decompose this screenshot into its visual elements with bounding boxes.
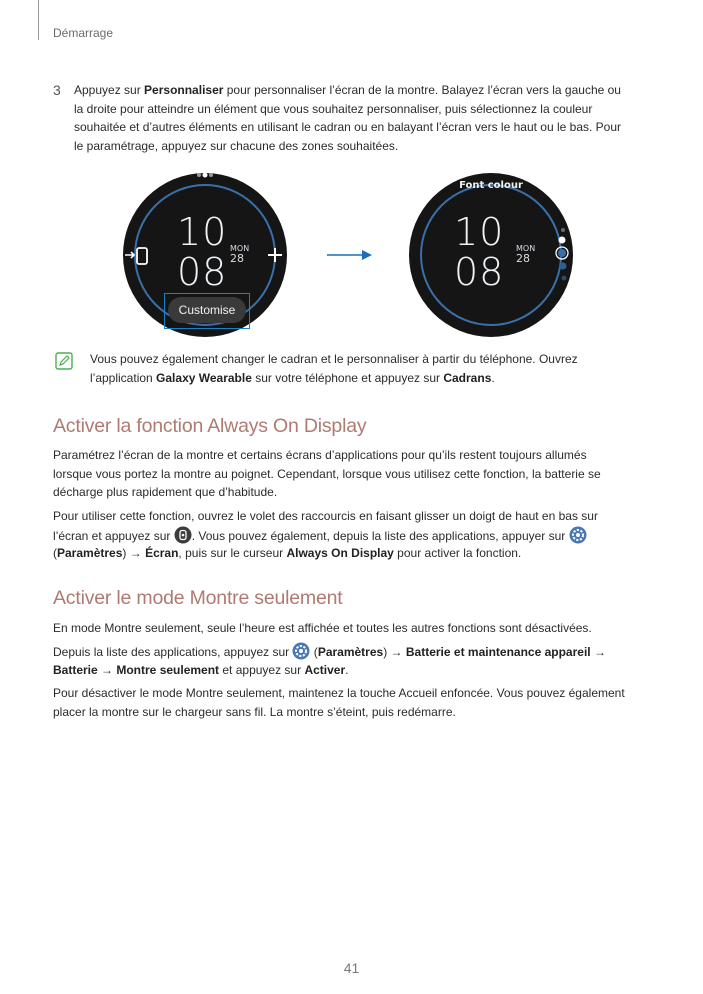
arrow-right-icon	[326, 248, 376, 262]
step3-line-1: Appuyez sur Personnaliser pour personnaliser l’écran de la montre. Balayez l’écran vers la gauche ou	[74, 83, 621, 97]
aod-para1-line2: lorsque vous portez la montre au poignet. Cependant, lorsque vous utilisez cette fonction, la batterie se	[53, 466, 601, 481]
aod-quick-toggle-icon	[174, 526, 192, 544]
aod-heading: Activer la fonction Always On Display	[53, 415, 367, 437]
note-line-1: Vous pouvez également changer le cadran et le personnaliser à partir du téléphone. Ouvrez	[90, 352, 578, 366]
step3-line-3: souhaitée et d’autres éléments en utilisant le cadran ou en balayant l’écran vers le haut ou le bas. Pour	[74, 120, 622, 134]
watch-only-para3-line2: placer la montre sur le chargeur sans fil. La montre s’éteint, puis redémarre.	[53, 704, 456, 719]
left-hour: 10	[177, 210, 228, 254]
step-number: 3	[53, 82, 61, 98]
aod-para1-line1: Paramétrez l’écran de la montre et certains écrans d’applications pour qu’ils restent toujours allumés	[53, 448, 587, 462]
watch-only-para2-line1: Depuis la liste des applications, appuyez sur (Paramètres) → Batterie et maintenance appareil →	[53, 642, 606, 662]
right-day: MON	[516, 244, 536, 253]
settings-gear-icon	[569, 526, 587, 544]
page-number: 41	[343, 960, 360, 976]
note-line-2: l’application Galaxy Wearable sur votre téléphone et appuyez sur Cadrans.	[90, 370, 495, 385]
watch-only-heading: Activer le mode Montre seulement	[53, 587, 343, 609]
watch-customise-screenshot	[120, 170, 254, 338]
settings-gear-icon	[292, 642, 310, 660]
font-colour-title: Font colour	[459, 180, 523, 191]
margin-rule	[38, 0, 39, 40]
left-date: 28	[230, 252, 244, 265]
watch-font-colour-screenshot	[406, 170, 576, 338]
step3-line-2: la droite pour atteindre un élément que vous souhaitez personnaliser, puis sélectionnez la couleur	[74, 101, 593, 116]
section-header: Démarrage	[53, 26, 114, 40]
aod-para2-line2: l’écran et appuyez sur . Vous pouvez également, depuis la liste des applications, appuyer sur	[53, 526, 587, 546]
watch-only-para2-line2: Batterie → Montre seulement et appuyez sur Activer.	[53, 662, 349, 677]
right-minute: 08	[454, 250, 505, 294]
aod-para2-line1: Pour utiliser cette fonction, ouvrez le volet des raccourcis en faisant glisser un doigt de haut en bas sur	[53, 509, 598, 523]
left-day: MON	[230, 244, 250, 253]
right-hour: 10	[454, 210, 505, 254]
left-minute: 08	[177, 250, 228, 294]
right-date: 28	[516, 252, 530, 265]
watch-only-para1: En mode Montre seulement, seule l’heure est affichée et toutes les autres fonctions sont désactivées.	[53, 621, 592, 635]
watch-only-para3-line1: Pour désactiver le mode Montre seulement, maintenez la touche Accueil enfoncée. Vous pouvez également	[53, 686, 625, 700]
step3-line-4: le paramétrage, appuyez sur chacune des zones souhaitées.	[74, 138, 399, 153]
note-icon	[55, 352, 73, 370]
aod-para2-line3: (Paramètres) → Écran, puis sur le curseur Always On Display pour activer la fonction.	[53, 546, 522, 560]
customise-button[interactable]: Customise	[168, 297, 246, 323]
aod-para1-line3: décharge plus rapidement que d’habitude.	[53, 485, 278, 499]
